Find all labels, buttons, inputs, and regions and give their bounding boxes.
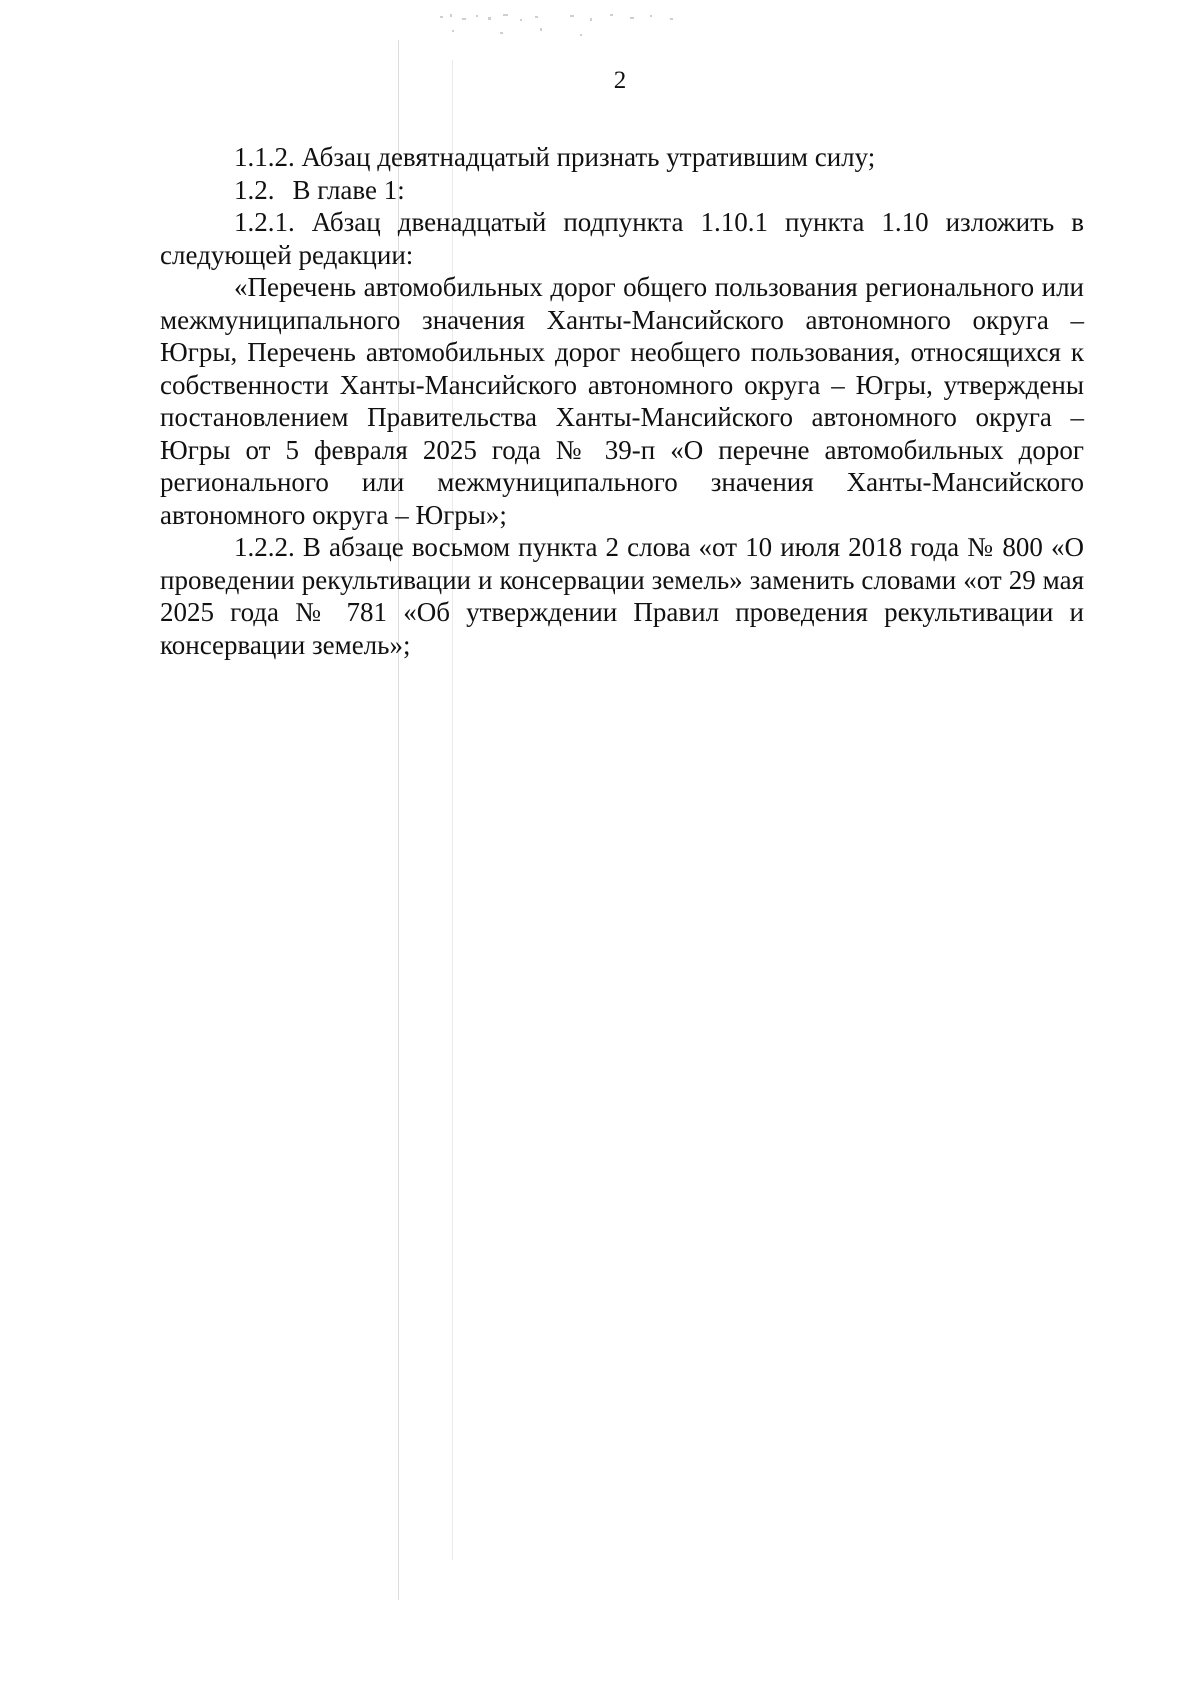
paragraph-1-1-2: 1.1.2. Абзац девятнадцатый признать утратившим силу; — [234, 142, 876, 172]
paragraph-1-2-2: 1.2.2. В абзаце восьмом пункта 2 слова «от 10 июля 2018 года № 800 «О проведении рекультивации и консервации земель» заменить словами «от 29 мая 2025 года № 781 «Об утверждении Правил проведения рекультивации и консервации земель»; — [160, 532, 1084, 660]
paragraph-1-2-text: В главе 1: — [292, 174, 405, 205]
document-body — [160, 141, 1084, 661]
paragraph-quote: «Перечень автомобильных дорог общего пользования регионального или межмуниципального значения Ханты-Мансийского автономного округа – Югры, Перечень автомобильных дорог необщего пользования, относящихся к собственности Ханты-Мансийского автономного округа – Югры, утверждены постановлением Правительства Ханты-Мансийского автономного округа – Югры от 5 февраля 2025 года № 39-п «О перечне автомобильных дорог регионального или межмуниципального значения Ханты-Мансийского автономного округа – Югры»; — [160, 272, 1084, 530]
paragraph-1-2 — [160, 174, 1084, 207]
page-number: 2 — [613, 67, 627, 94]
paragraph-1-2-number: 1.2. — [234, 174, 275, 205]
scan-noise-icon — [440, 12, 690, 42]
paragraph-1-2-1: 1.2.1. Абзац двенадцатый подпункта 1.10.1 пункта 1.10 изложить в следующей редакции: — [160, 207, 1084, 270]
